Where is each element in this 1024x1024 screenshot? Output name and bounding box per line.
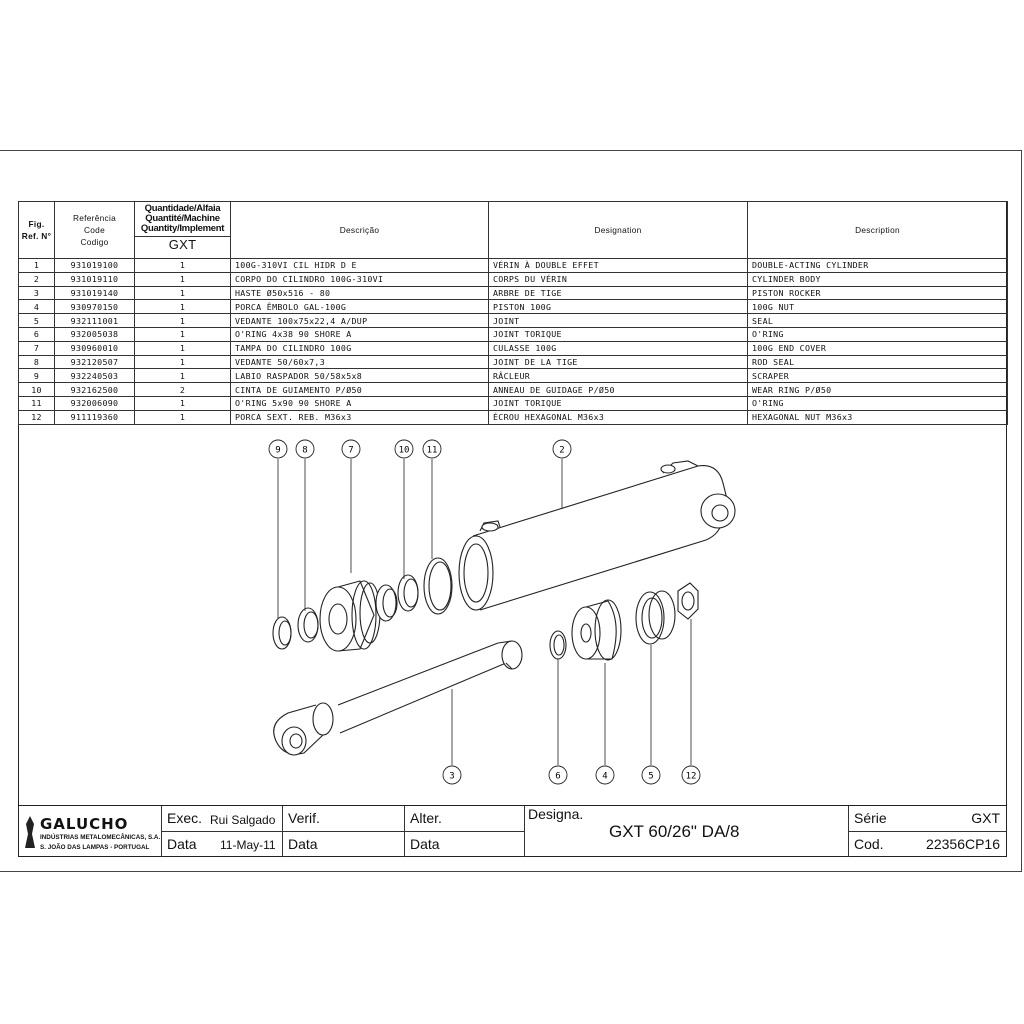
o-ring-6 (550, 631, 566, 659)
cell-pt: CORPO DO CILINDRO 100G-310VI (231, 272, 489, 286)
table-row (19, 341, 1008, 355)
cell-code: 930960010 (55, 341, 135, 355)
cell-pt: VEDANTE 100x75x22,4 A/DUP (231, 314, 489, 328)
table-row (19, 286, 1008, 300)
exec-cell (161, 806, 282, 857)
table-row (19, 355, 1008, 369)
seal-9 (273, 617, 291, 649)
cell-pt: VEDANTE 50/60x7,3 (231, 355, 489, 369)
callout-label: 3 (449, 771, 455, 782)
designation-cell (524, 806, 848, 857)
cell-en: HEXAGONAL NUT M36x3 (748, 410, 1008, 424)
cell-code: 931019100 (55, 259, 135, 273)
header-reference: Referência Code Codigo (55, 202, 135, 259)
callout-label: 4 (602, 771, 608, 782)
cell-fr: ARBRE DE TIGE (489, 286, 748, 300)
callout-11 (423, 440, 441, 458)
callout-label: 10 (398, 445, 410, 456)
cell-code: 930970150 (55, 300, 135, 314)
cell-qty: 1 (135, 355, 231, 369)
cell-en: O'RING (748, 396, 1008, 410)
callout-label: 6 (555, 771, 561, 782)
cell-code: 931019110 (55, 272, 135, 286)
cell-qty: 1 (135, 341, 231, 355)
serie-cod-cell (848, 806, 1006, 857)
cell-qty: 1 (135, 410, 231, 424)
header-designation: Designation (489, 202, 748, 259)
callout-4 (596, 766, 614, 784)
callout-6 (549, 766, 567, 784)
cell-code: 932006090 (55, 396, 135, 410)
cell-fr: ÉCROU HEXAGONAL M36x3 (489, 410, 748, 424)
designation-label: Designa. (528, 806, 584, 822)
exploded-view-drawing (18, 423, 1007, 803)
cell-en: DOUBLE-ACTING CYLINDER (748, 259, 1008, 273)
cell-n: 6 (19, 327, 55, 341)
cell-n: 4 (19, 300, 55, 314)
table-row (19, 369, 1008, 383)
exec-data-label: Data (167, 836, 197, 852)
cell-n: 10 (19, 383, 55, 397)
cod-value: 22356CP16 (926, 836, 1000, 852)
header-descricao: Descrição (231, 202, 489, 259)
cell-n: 12 (19, 410, 55, 424)
table-row (19, 259, 1008, 273)
cell-code: 932120507 (55, 355, 135, 369)
table-row (19, 410, 1008, 424)
callout-3 (443, 766, 461, 784)
cell-pt: PORCA SEXT. REB. M36x3 (231, 410, 489, 424)
serie-value: GXT (971, 810, 1000, 826)
parts-table (18, 201, 1008, 425)
callout-label: 9 (275, 445, 281, 456)
cell-fr: VÉRIN À DOUBLE EFFET (489, 259, 748, 273)
cell-n: 9 (19, 369, 55, 383)
callout-12 (682, 766, 700, 784)
cell-qty: 1 (135, 259, 231, 273)
cod-label: Cod. (854, 836, 884, 852)
cell-n: 8 (19, 355, 55, 369)
cell-qty: 1 (135, 396, 231, 410)
cell-en: CYLINDER BODY (748, 272, 1008, 286)
cell-fr: JOINT DE LA TIGE (489, 355, 748, 369)
cell-fr: JOINT TORIQUE (489, 396, 748, 410)
designation-value: GXT 60/26" DA/8 (609, 822, 740, 841)
cell-pt: O'RING 4x38 90 SHORE A (231, 327, 489, 341)
table-row (19, 383, 1008, 397)
cell-code: 911119360 (55, 410, 135, 424)
header-fig: Fig. Ref. N° (19, 202, 55, 259)
alter-label: Alter. (410, 810, 442, 826)
cell-n: 2 (19, 272, 55, 286)
cell-en: PISTON ROCKER (748, 286, 1008, 300)
exec-data-value: 11-May-11 (220, 838, 276, 852)
callout-label: 7 (348, 445, 354, 456)
verif-label: Verif. (288, 810, 320, 826)
cell-code: 932162500 (55, 383, 135, 397)
cell-en: SEAL (748, 314, 1008, 328)
cell-qty: 1 (135, 286, 231, 300)
cell-code: 932240503 (55, 369, 135, 383)
exec-label: Exec. (167, 810, 203, 826)
exec-value: Rui Salgado (210, 813, 276, 827)
piston-rod (274, 641, 522, 755)
callout-2 (553, 440, 571, 458)
table-row (19, 327, 1008, 341)
alter-cell (404, 806, 524, 857)
callout-label: 8 (302, 445, 308, 456)
cell-en: WEAR RING P/Ø50 (748, 383, 1008, 397)
cell-code: 931019140 (55, 286, 135, 300)
cell-fr: PISTON 100G (489, 300, 748, 314)
cell-n: 1 (19, 259, 55, 273)
cell-pt: HASTE Ø50x516 - 80 (231, 286, 489, 300)
callout-7 (342, 440, 360, 458)
cell-qty: 1 (135, 272, 231, 286)
cell-fr: JOINT TORIQUE (489, 327, 748, 341)
serie-label: Série (854, 810, 887, 826)
cell-code: 932005038 (55, 327, 135, 341)
cell-n: 5 (19, 314, 55, 328)
table-row (19, 396, 1008, 410)
title-block (18, 805, 1007, 857)
cell-qty: 1 (135, 327, 231, 341)
header-quantity: Quantidade/Alfaia Quantité/Machine Quantity/Implement GXT (135, 202, 231, 259)
table-row (19, 272, 1008, 286)
seal-5 (636, 591, 675, 644)
cell-qty: 2 (135, 383, 231, 397)
cell-en: 100G NUT (748, 300, 1008, 314)
callout-label: 12 (685, 771, 697, 782)
end-cover-7 (320, 581, 380, 651)
cell-code: 932111001 (55, 314, 135, 328)
cell-fr: CORPS DU VÉRIN (489, 272, 748, 286)
cell-pt: CINTA DE GUIAMENTO P/Ø50 (231, 383, 489, 397)
callout-10 (395, 440, 413, 458)
cell-en: 100G END COVER (748, 341, 1008, 355)
callout-8 (296, 440, 314, 458)
piston-4 (572, 600, 621, 660)
alter-data-label: Data (410, 836, 440, 852)
verif-data-label: Data (288, 836, 318, 852)
cell-n: 3 (19, 286, 55, 300)
callout-9 (269, 440, 287, 458)
hex-nut-12 (678, 583, 698, 619)
wear-ring-10b (398, 575, 418, 611)
cell-fr: ANNEAU DE GUIDAGE P/Ø50 (489, 383, 748, 397)
callout-label: 2 (559, 445, 565, 456)
header-description: Description (748, 202, 1008, 259)
company-address: S. JOÃO DAS LAMPAS - PORTUGAL (40, 844, 150, 851)
galucho-emblem-icon (22, 814, 38, 850)
cell-fr: JOINT (489, 314, 748, 328)
cell-en: O'RING (748, 327, 1008, 341)
table-row (19, 314, 1008, 328)
cell-qty: 1 (135, 369, 231, 383)
cell-en: SCRAPER (748, 369, 1008, 383)
cell-qty: 1 (135, 300, 231, 314)
wear-ring-10a (376, 585, 397, 621)
cell-n: 11 (19, 396, 55, 410)
callout-5 (642, 766, 660, 784)
company-subtitle: INDÚSTRIAS METALOMECÂNICAS, S.A. (40, 834, 161, 841)
table-row (19, 300, 1008, 314)
cell-pt: TAMPA DO CILINDRO 100G (231, 341, 489, 355)
cell-pt: O'RING 5x90 90 SHORE A (231, 396, 489, 410)
seal-8 (298, 608, 318, 642)
cell-qty: 1 (135, 314, 231, 328)
parts-table-header (19, 202, 1008, 259)
cell-pt: PORCA ÊMBOLO GAL-100G (231, 300, 489, 314)
callout-label: 5 (648, 771, 654, 782)
callout-label: 11 (426, 445, 438, 456)
cell-fr: RÂCLEUR (489, 369, 748, 383)
cell-en: ROD SEAL (748, 355, 1008, 369)
company-name: GALUCHO (40, 815, 129, 833)
o-ring-11 (424, 558, 452, 614)
cell-pt: 100G-310VI CIL HIDR D E (231, 259, 489, 273)
cell-fr: CULASSE 100G (489, 341, 748, 355)
cell-n: 7 (19, 341, 55, 355)
verif-cell (282, 806, 404, 857)
cell-pt: LABIO RASPADOR 50/58x5x8 (231, 369, 489, 383)
